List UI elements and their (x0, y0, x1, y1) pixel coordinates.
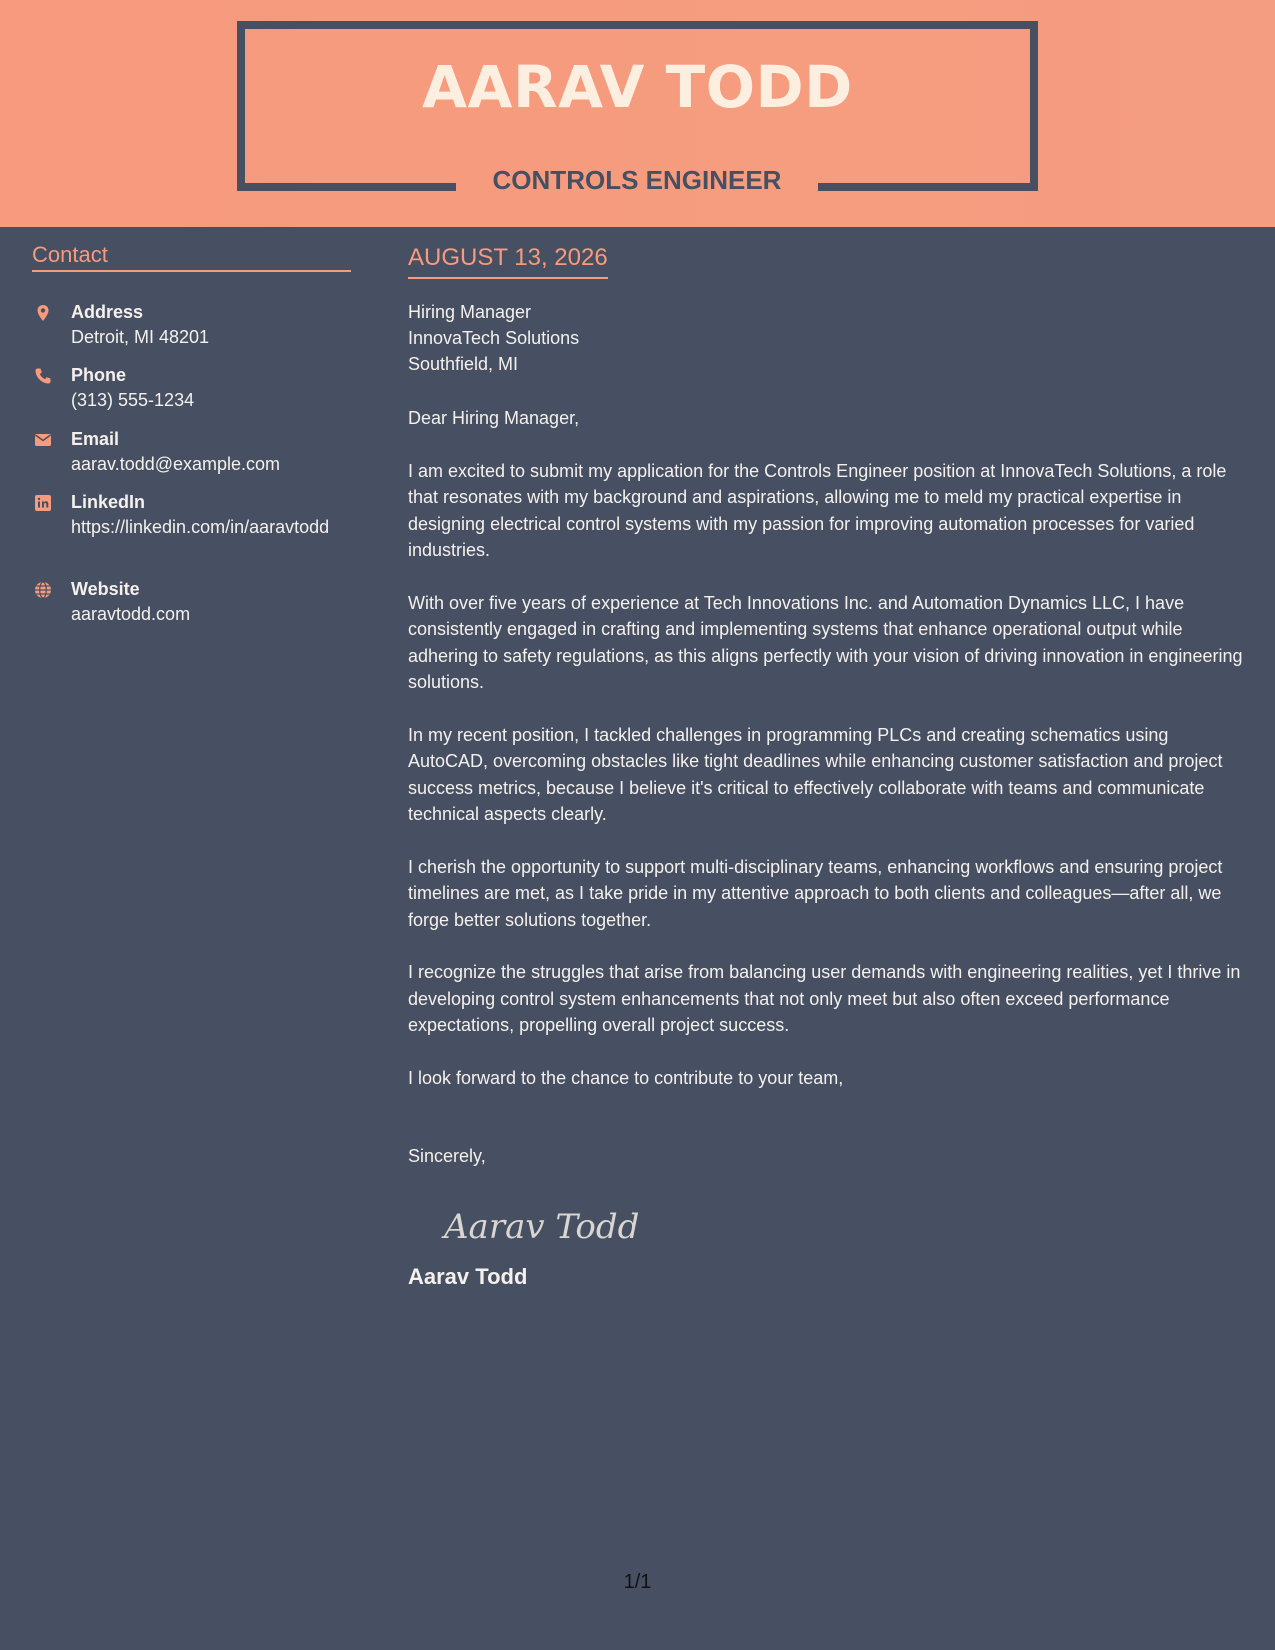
letter-body (408, 245, 1243, 1290)
contact-sidebar (32, 242, 351, 625)
header-banner (0, 0, 1275, 227)
signer-name: Aarav Todd (408, 1263, 528, 1289)
envelope-icon (34, 431, 52, 449)
contact-heading: Contact (32, 243, 351, 272)
frame-bottom-left (237, 183, 456, 191)
contact-label: Website (71, 579, 140, 600)
job-title: CONTROLS ENGINEER (492, 165, 782, 195)
contact-label: Email (71, 429, 120, 450)
recipient-line: Southfield, MI (408, 354, 519, 375)
handwritten-signature (440, 1196, 1243, 1256)
paragraph: With over five years of experience at Tech Innovations Inc. and Automation Dynamics LLC, I have consistently engaged in crafting and implementing systems that enhance operational output while adhering to safety regulations, as this aligns perfectly with your vision of driving innovation in engineering solutions. (408, 592, 1243, 693)
contact-value[interactable]: aaravtodd.com (71, 604, 191, 625)
contact-label: LinkedIn (71, 492, 146, 513)
letter-date: AUGUST 13, 2026 (408, 245, 608, 279)
signature-text: Aarav Todd (444, 1206, 640, 1247)
map-pin-icon (34, 304, 52, 322)
applicant-name: AARAV TODD (422, 53, 853, 121)
paragraph: I cherish the opportunity to support multi-disciplinary teams, enhancing workflows and ensuring project timelines are met, as I take pride in my attentive approach to both clients and colleagues—after all, we forge better solutions together. (408, 856, 1223, 930)
contact-value[interactable]: aarav.todd@example.com (71, 454, 281, 475)
paragraph: In my recent position, I tackled challenges in programming PLCs and creating schematics using AutoCAD, overcoming obstacles like tight deadlines while enhancing customer satisfaction and project success metrics, because I believe it's critical to effectively collaborate with teams and communicate technical aspects clearly. (408, 724, 1223, 825)
signoff: Sincerely, (408, 1146, 486, 1167)
salutation: Dear Hiring Manager, (408, 408, 580, 429)
phone-icon (34, 367, 52, 385)
contact-value: Detroit, MI 48201 (71, 327, 210, 348)
closing-line: I look forward to the chance to contribute to your team, (408, 1067, 844, 1088)
linkedin-icon (34, 494, 52, 512)
contact-value: (313) 555-1234 (71, 390, 195, 411)
contact-value[interactable]: https://linkedin.com/in/aaravtodd (71, 517, 330, 538)
contact-label: Phone (71, 365, 127, 386)
globe-icon (34, 581, 52, 599)
frame-bottom-right (818, 183, 1038, 191)
page-number: 1/1 (623, 1571, 652, 1593)
contact-label: Address (71, 302, 144, 323)
recipient-block (408, 299, 1243, 377)
paragraph: I recognize the struggles that arise from balancing user demands with engineering realities, yet I thrive in developing control system enhancements that not only meet but also often exceed performance expectations, propelling overall project success. (408, 962, 1241, 1036)
recipient-line: InnovaTech Solutions (408, 328, 580, 349)
paragraph: I am excited to submit my application for the Controls Engineer position at InnovaTech Solutions, a role that resonates with my background and aspirations, allowing me to meld my practical expertise in designing electrical control systems with my passion for improving automation processes for varied industries. (408, 460, 1227, 561)
recipient-line: Hiring Manager (408, 302, 532, 323)
